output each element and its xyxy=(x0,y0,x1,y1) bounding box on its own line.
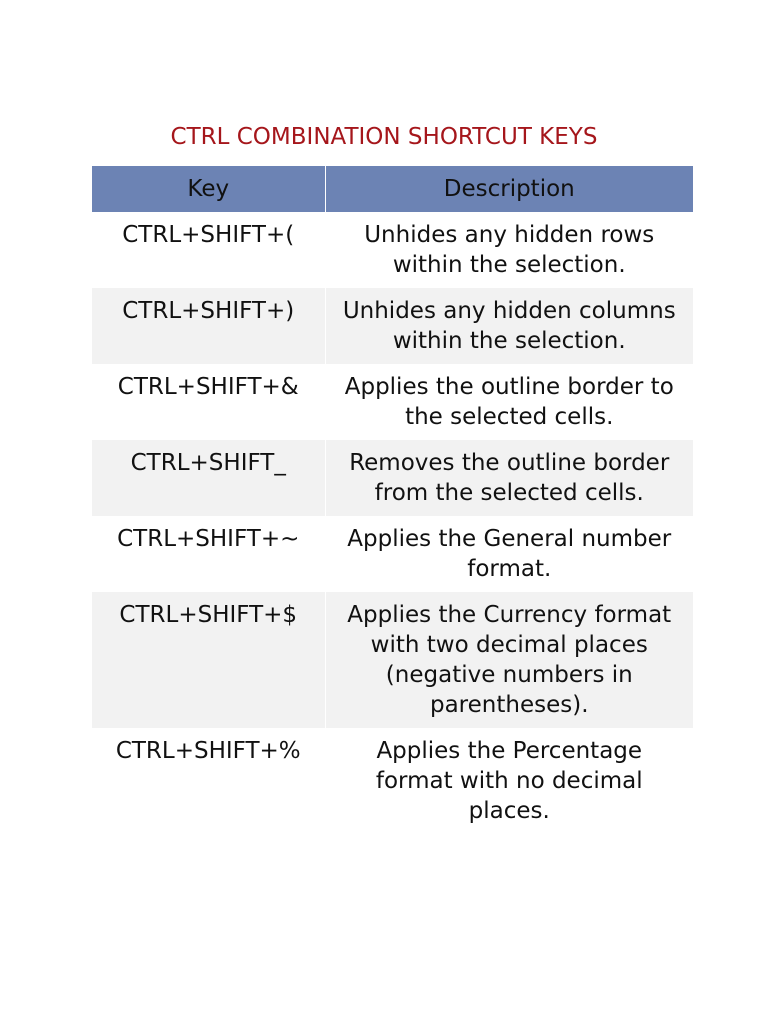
shortcut-description-cell: Unhides any hidden rows within the selection. xyxy=(325,212,693,288)
shortcut-key-cell: CTRL+SHIFT_ xyxy=(92,440,325,516)
table-row xyxy=(92,728,693,834)
table-header-row xyxy=(92,166,693,212)
shortcut-description-cell: Applies the outline border to the selected cells. xyxy=(325,364,693,440)
shortcut-key-cell: CTRL+SHIFT+% xyxy=(92,728,325,834)
shortcut-table xyxy=(92,166,693,834)
shortcut-key-cell: CTRL+SHIFT+) xyxy=(92,288,325,364)
column-header-description: Description xyxy=(325,166,693,212)
table-row xyxy=(92,288,693,364)
shortcut-description-cell: Applies the Percentage format with no decimal places. xyxy=(325,728,693,834)
shortcut-description-cell: Removes the outline border from the selected cells. xyxy=(325,440,693,516)
table-row xyxy=(92,364,693,440)
shortcut-key-cell: CTRL+SHIFT+$ xyxy=(92,592,325,728)
table-row xyxy=(92,212,693,288)
shortcut-key-cell: CTRL+SHIFT+~ xyxy=(92,516,325,592)
document-title: CTRL COMBINATION SHORTCUT KEYS xyxy=(170,124,598,150)
shortcut-description-cell: Applies the General number format. xyxy=(325,516,693,592)
column-header-key: Key xyxy=(92,166,325,212)
table-row xyxy=(92,592,693,728)
table-row xyxy=(92,516,693,592)
shortcut-description-cell: Unhides any hidden columns within the selection. xyxy=(325,288,693,364)
shortcut-key-cell: CTRL+SHIFT+& xyxy=(92,364,325,440)
table-row xyxy=(92,440,693,516)
shortcut-description-cell: Applies the Currency format with two decimal places (negative numbers in parentheses). xyxy=(325,592,693,728)
shortcut-key-cell: CTRL+SHIFT+( xyxy=(92,212,325,288)
